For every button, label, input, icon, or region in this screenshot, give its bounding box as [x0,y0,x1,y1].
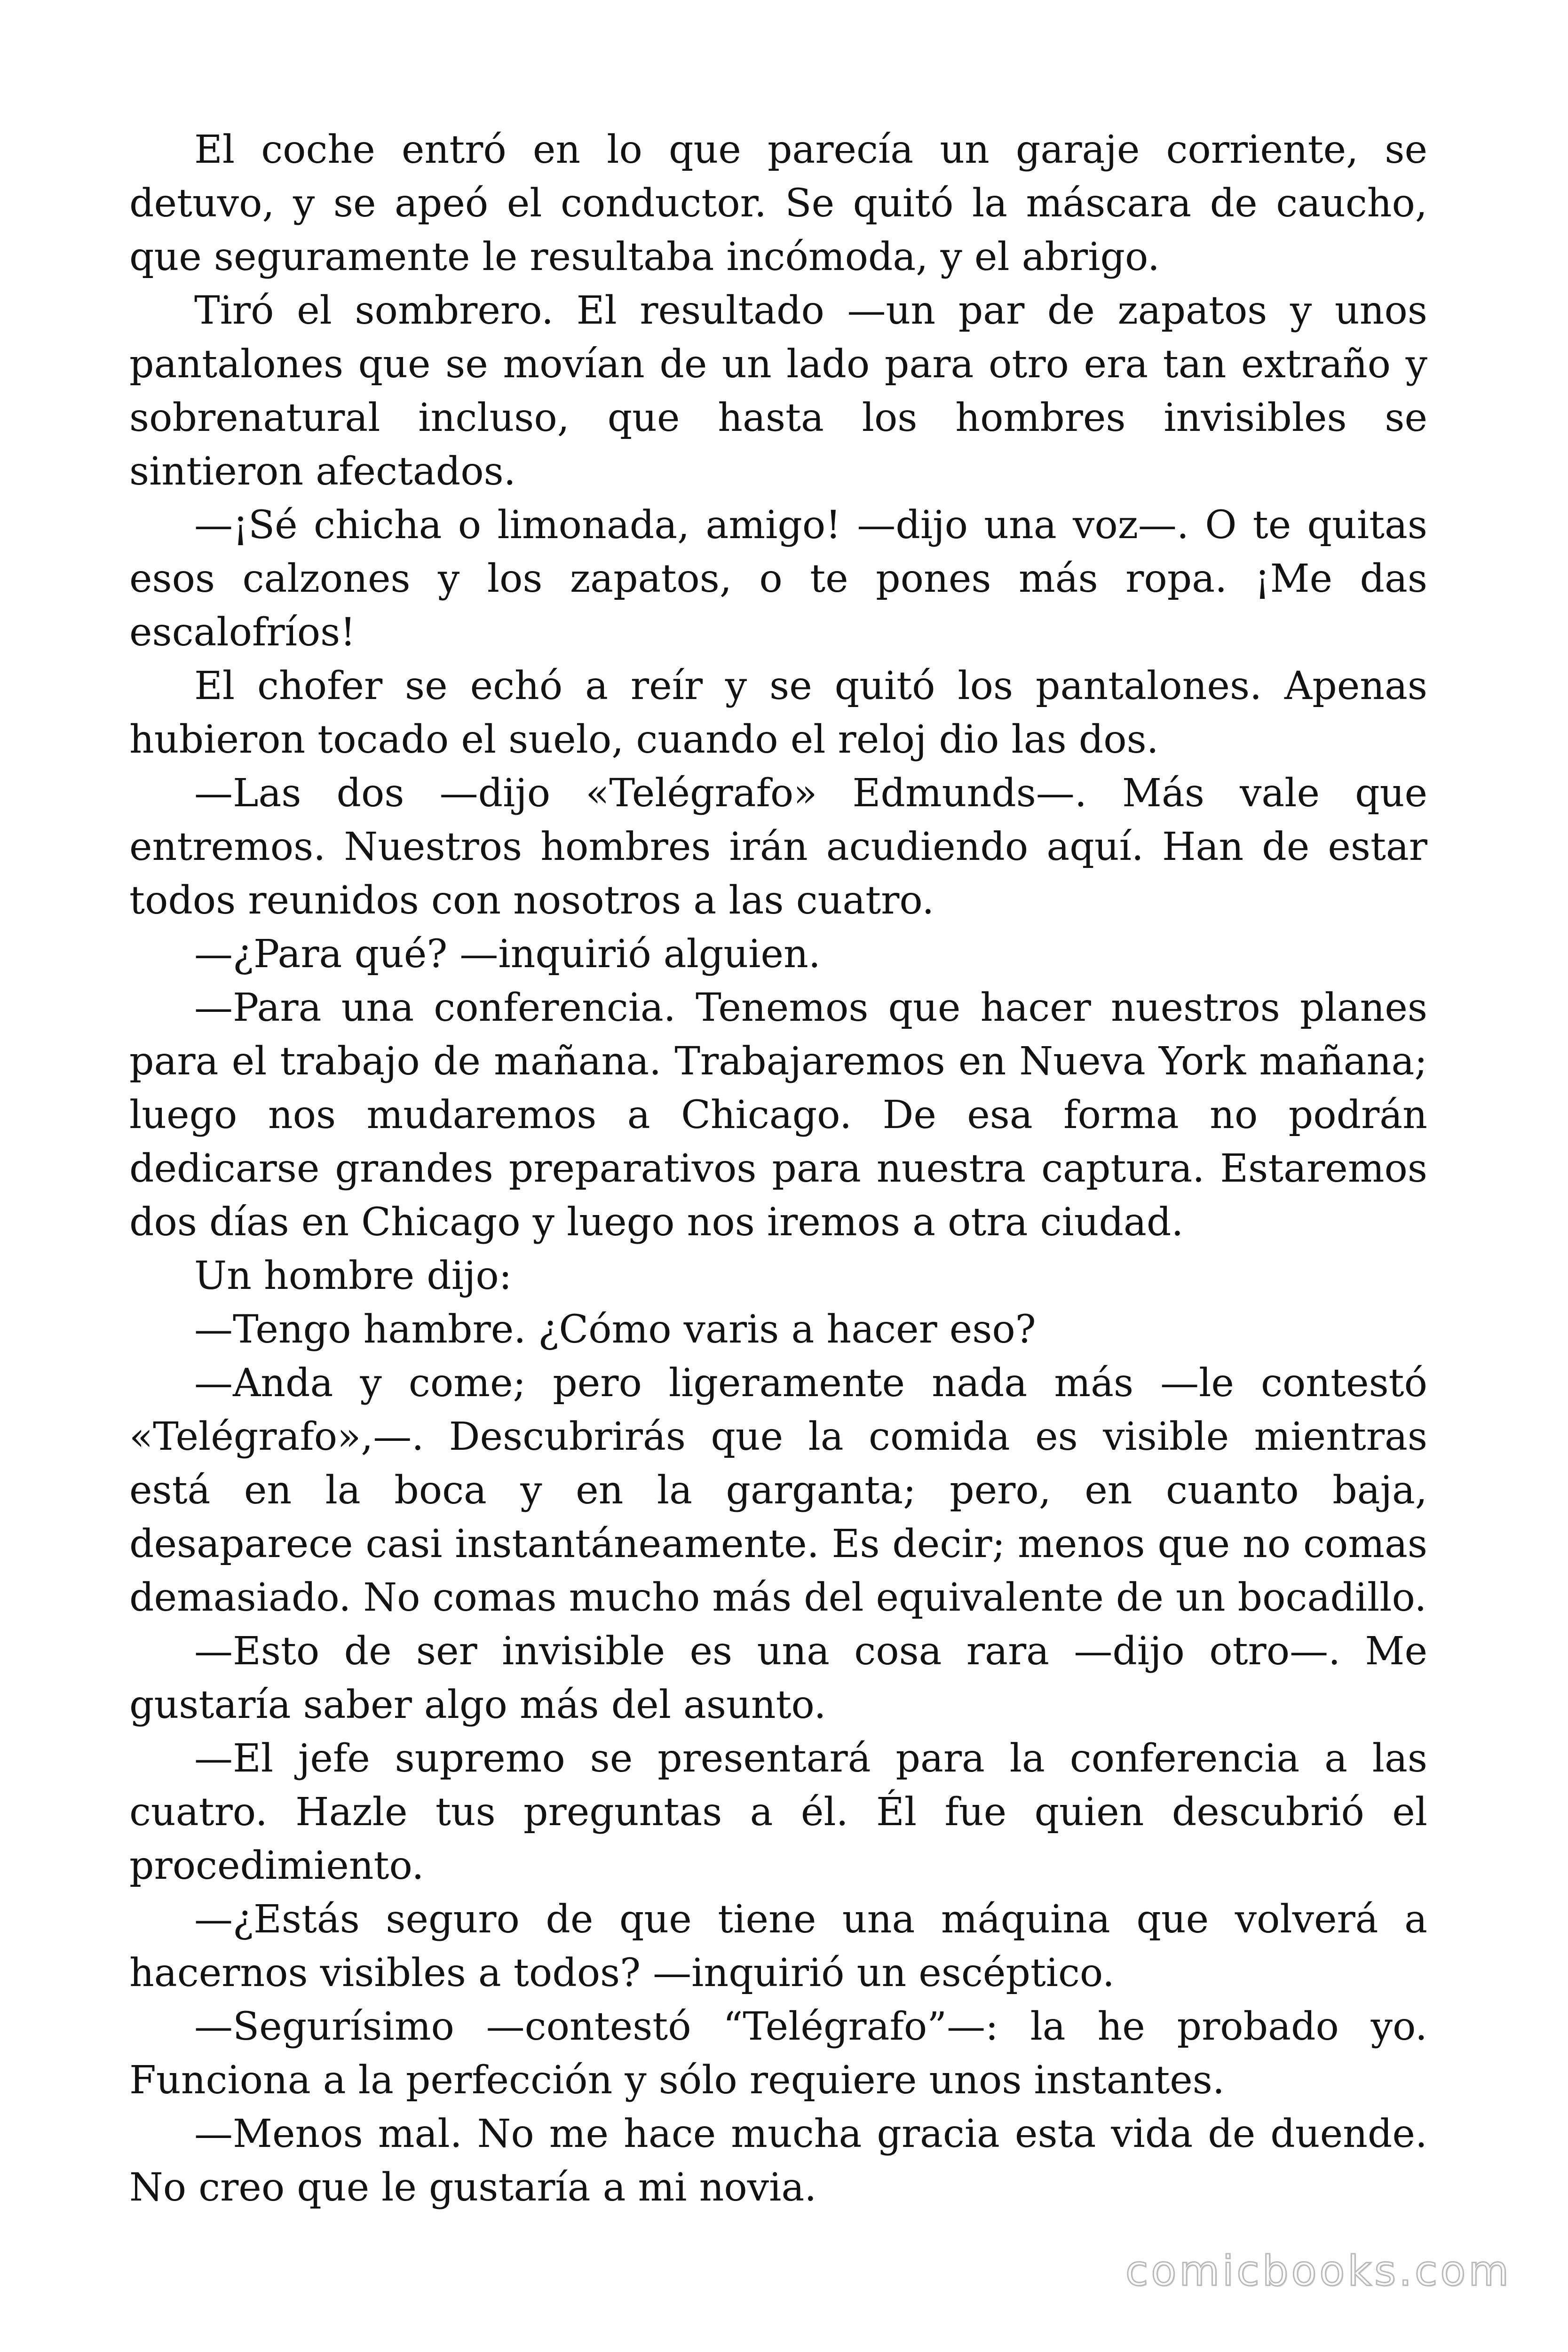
paragraph: —Tengo hambre. ¿Cómo varis a hacer eso? [194,1307,1036,1352]
page-text-body [129,123,1427,2215]
paragraph: —¿Para qué? —inquirió alguien. [194,932,821,977]
paragraph: —Para una conferencia. Tenemos que hacer nuestros planes para el trabajo de mañana. Trabajaremos en Nueva York mañana; luego nos mudaremos a Chicago. De esa forma no podrán dedicarse grandes preparativos para nuestra captura. Estaremos dos días en Chicago y luego nos iremos a otra ciudad. [129,985,1427,1245]
watermark: comicbooks.com [1125,2247,1512,2295]
paragraph: —Segurísimo —contestó “Telégrafo”—: la he probado yo. Funciona a la perfección y sólo requiere unos instantes. [129,2004,1427,2103]
paragraph: Un hombre dijo: [194,1254,512,1298]
paragraph: —Menos mal. No me hace mucha gracia esta vida de duende. No creo que le gustaría a mi novia. [129,2112,1427,2210]
paragraph: —El jefe supremo se presentará para la conferencia a las cuatro. Hazle tus preguntas a él. Él fue quien descubrió el procedimiento. [129,1736,1427,1888]
paragraph: —Anda y come; pero ligeramente nada más —le contestó «Telégrafo»,—. Descubrirás que la comida es visible mientras está en la boca y en la garganta; pero, en cuanto baja, desaparece casi instantáneamente. Es decir; menos que no comas demasiado. No comas mucho más del equivalente de un bocadillo. [129,1361,1427,1620]
paragraph: El chofer se echó a reír y se quitó los pantalones. Apenas hubieron tocado el suelo, cuando el reloj dio las dos. [129,664,1427,762]
paragraph: —¡Sé chicha o limonada, amigo! —dijo una voz—. O te quitas esos calzones y los zapatos, o te pones más ropa. ¡Me das escalofríos! [129,503,1427,655]
paragraph: —Esto de ser invisible es una cosa rara —dijo otro—. Me gustaría saber algo más del asunto. [129,1629,1427,1727]
paragraph: —¿Estás seguro de que tiene una máquina que volverá a hacernos visibles a todos? —inquirió un escéptico. [129,1897,1427,1995]
paragraph: El coche entró en lo que parecía un garaje corriente, se detuvo, y se apeó el conductor. Se quitó la máscara de caucho, que seguramente le resultaba incómoda, y el abrigo. [129,127,1427,279]
paragraph: Tiró el sombrero. El resultado —un par de zapatos y unos pantalones que se movían de un lado para otro era tan extraño y sobrenatural incluso, que hasta los hombres invisibles se sintieron afectados. [129,288,1427,494]
paragraph: —Las dos —dijo «Telégrafo» Edmunds—. Más vale que entremos. Nuestros hombres irán acudiendo aquí. Han de estar todos reunidos con nosotros a las cuatro. [129,771,1427,923]
